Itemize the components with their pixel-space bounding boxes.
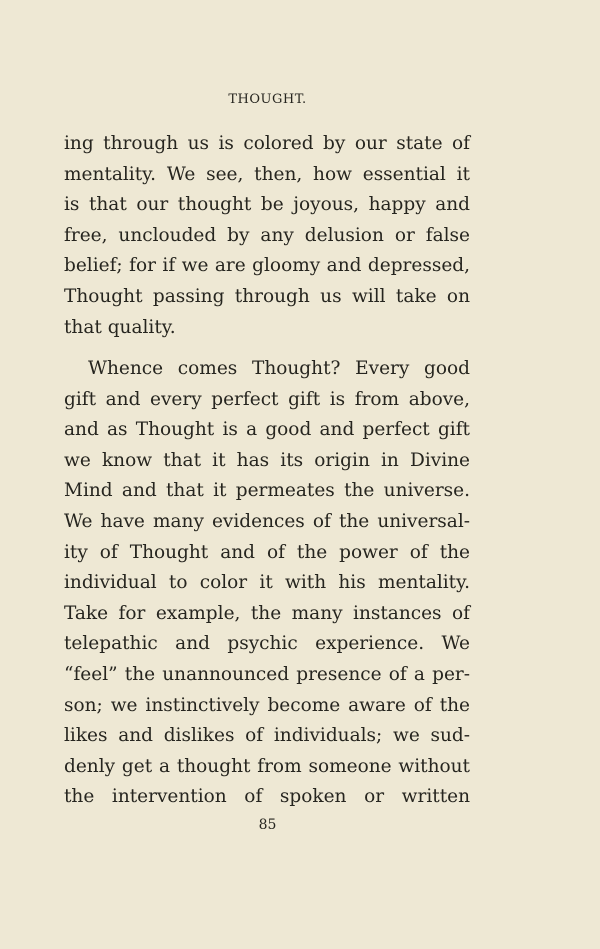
text-line: “feel” the unannounced presence of a per- (64, 663, 470, 685)
text-line: belief; for if we are gloomy and depressed, (64, 255, 470, 277)
page-number: 85 (258, 817, 277, 833)
text-line: likes and dislikes of individuals; we sud- (64, 725, 470, 747)
paragraph-1 (64, 129, 470, 343)
text-line: Whence comes Thought? Every good (88, 358, 470, 379)
text-line: individual to color it with his mentality. (64, 572, 470, 594)
text-line: and as Thought is a good and perfect gift (64, 419, 470, 441)
text-line: gift and every perfect gift is from above, (64, 388, 470, 410)
text-line: son; we instinctively become aware of the (64, 694, 470, 716)
text-line: telepathic and psychic experience. We (64, 633, 470, 655)
text-line: is that our thought be joyous, happy and (64, 194, 470, 216)
text-line: Take for example, the many instances of (64, 602, 470, 624)
paragraph-2 (64, 354, 470, 813)
text-line: free, unclouded by any delusion or false (64, 224, 470, 246)
text-line: the intervention of spoken or written (64, 786, 470, 808)
text-line: ity of Thought and of the power of the (64, 541, 470, 563)
text-line: we know that it has its origin in Divine (64, 449, 470, 471)
text-line: We have many evidences of the universal- (64, 510, 470, 532)
text-line: mentality. We see, then, how essential it (64, 163, 470, 185)
text-line: Mind and that it permeates the universe. (64, 480, 470, 502)
running-header: THOUGHT. (228, 92, 307, 107)
text-line: denly get a thought from someone without (64, 755, 470, 777)
text-line: Thought passing through us will take on (64, 285, 470, 307)
text-line: ing through us is colored by our state of (64, 133, 470, 154)
text-line: that quality. (64, 316, 176, 338)
